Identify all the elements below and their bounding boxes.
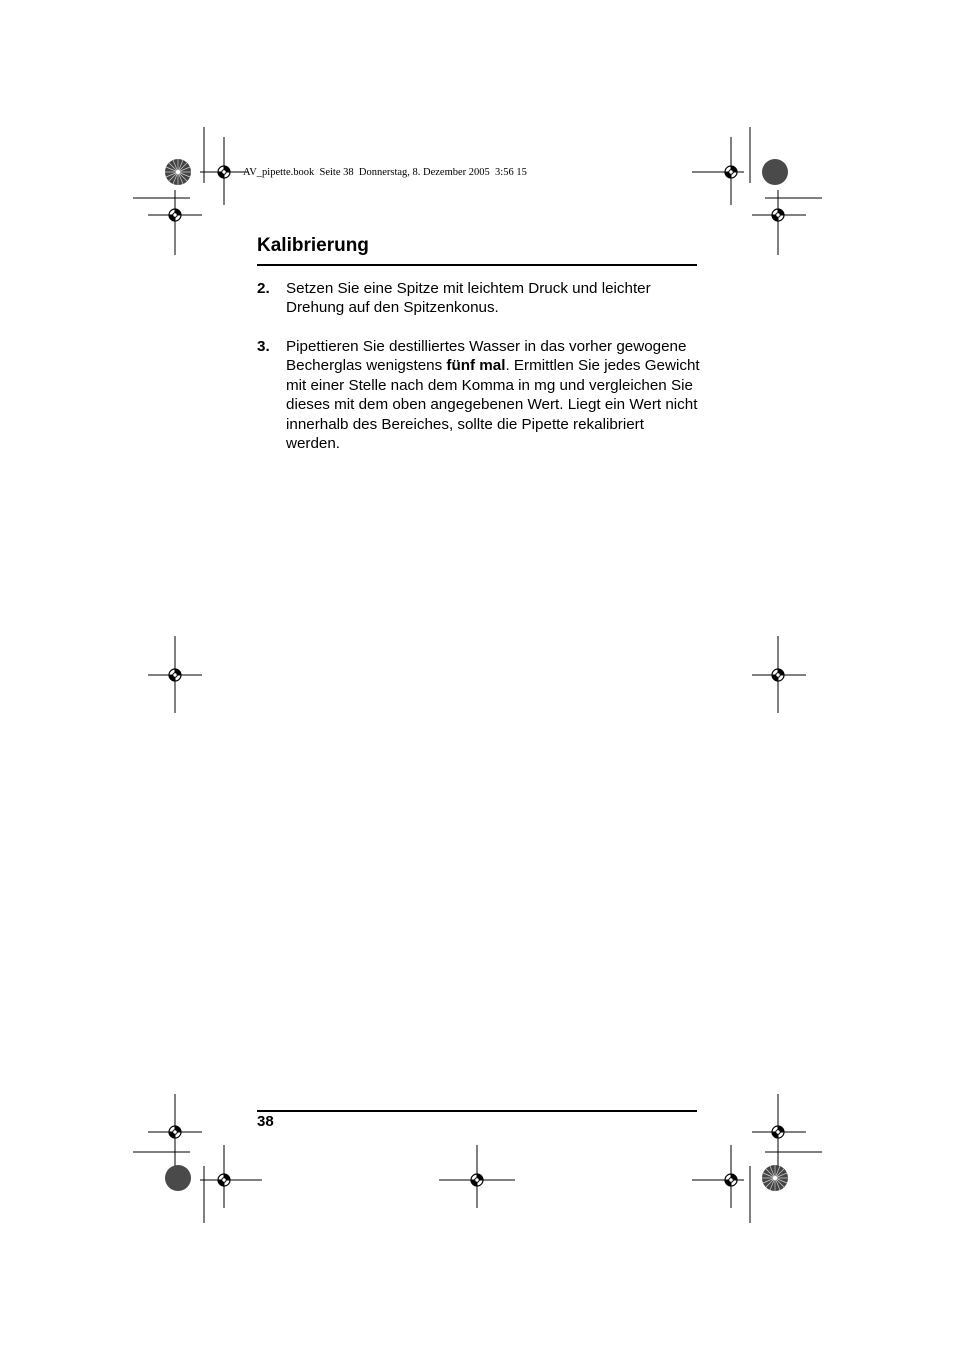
print-slug-line: AV_pipette.book Seite 38 Donnerstag, 8. Dezember 2005 3:56 15 <box>243 167 527 178</box>
registration-mark-icon <box>169 669 181 681</box>
step-text: Setzen Sie eine Spitze mit leichtem Druck und leichter Drehung auf den Spitzenkonus. <box>286 280 651 317</box>
registration-mark-icon <box>725 166 737 178</box>
gray-patch-icon <box>165 1165 191 1191</box>
step-text-emphasis: fünf mal <box>446 357 506 375</box>
step-text-part: . Ermittlen Sie jedes Gewicht mit einer Stelle nach dem Komma in mg und vergleichen Sie dieses mit dem oben angegebenen Wert. Liegt ein Wert nicht innerhalb des Bereiches, sollte die Pipette rekalibriert werden. <box>286 357 700 453</box>
registration-mark-icon <box>169 1126 181 1138</box>
page-number: 38 <box>257 1113 274 1130</box>
registration-mark-icon <box>169 209 181 221</box>
section-heading: Kalibrierung <box>257 235 369 256</box>
registration-mark-icon <box>772 209 784 221</box>
step-number: 2. <box>257 280 270 297</box>
registration-mark-icon <box>218 1174 230 1186</box>
registration-mark-icon <box>772 1126 784 1138</box>
color-wheel-icon <box>165 159 191 185</box>
registration-mark-icon <box>772 669 784 681</box>
step-number: 3. <box>257 338 270 355</box>
gray-patch-icon <box>762 159 788 185</box>
registration-mark-icon <box>725 1174 737 1186</box>
color-wheel-icon <box>762 1165 788 1191</box>
step-text-part: Pipettieren Sie destilliertes Wasser in das vorher gewogene Becherglas wenigstens <box>286 338 687 375</box>
registration-mark-icon <box>218 166 230 178</box>
registration-mark-icon <box>471 1174 483 1186</box>
